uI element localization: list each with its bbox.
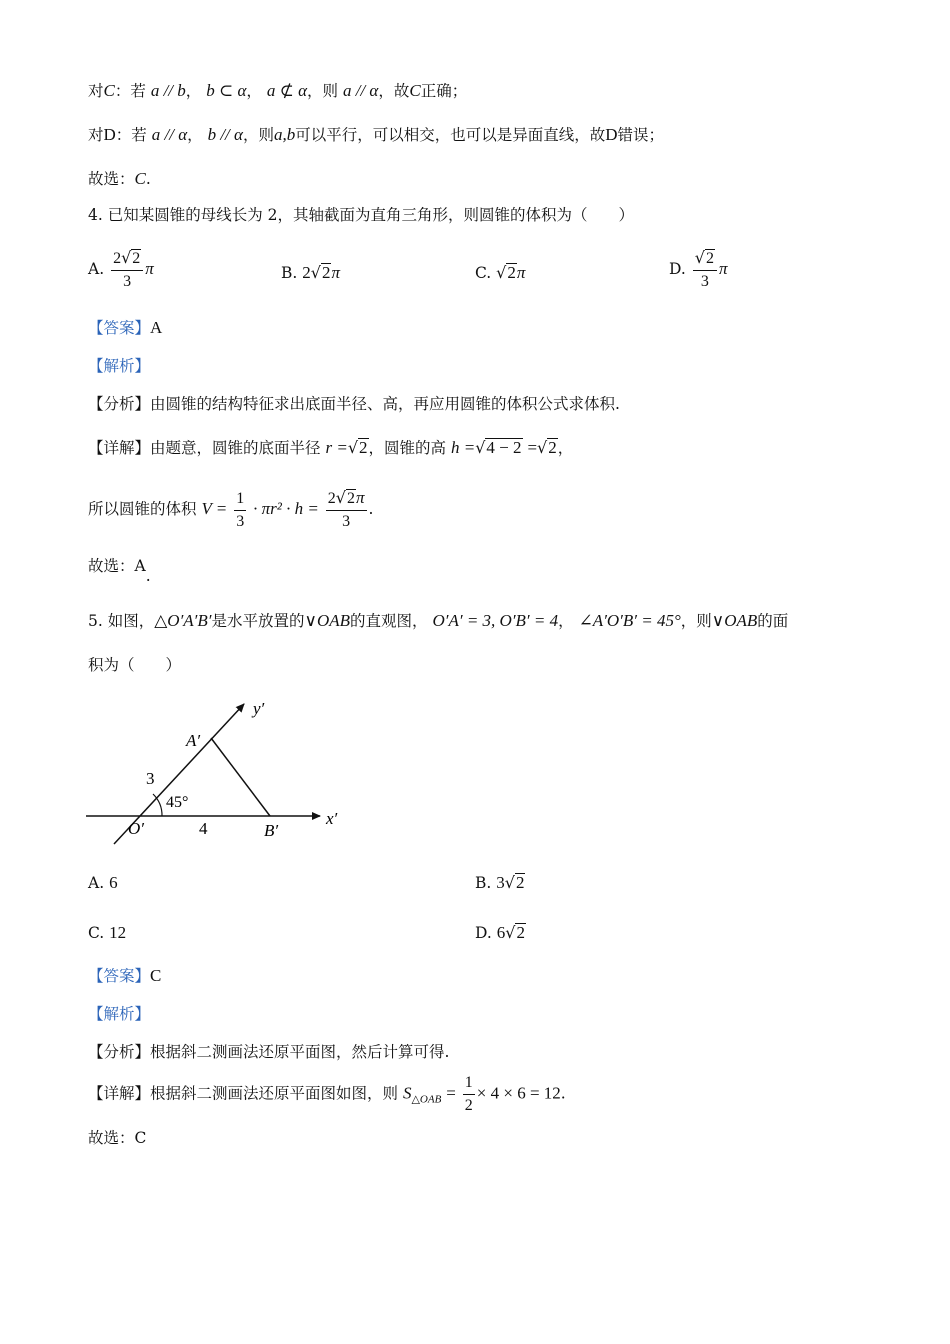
fraction xyxy=(463,1073,475,1116)
side-oa-label: 3 xyxy=(146,769,155,788)
option-value: 6 xyxy=(109,873,118,892)
fraction: $\frac{√2}{3}$ xyxy=(693,248,717,292)
point-b-label: B′ xyxy=(264,821,279,840)
math: × 4 × 6 = 12 xyxy=(476,1083,561,1103)
fraction xyxy=(234,489,246,532)
q4-select xyxy=(88,555,151,585)
angle-label: 45° xyxy=(166,794,189,811)
radicand: 2 xyxy=(359,438,368,457)
math: b ⊂ α xyxy=(206,81,247,100)
pi: π xyxy=(718,259,728,278)
text: 故选： xyxy=(88,170,135,188)
text: ， xyxy=(187,126,203,144)
math: a,b xyxy=(273,125,296,144)
math: ∨OAB xyxy=(304,611,351,630)
q4-answer xyxy=(88,317,162,339)
option-label: D. xyxy=(669,260,686,278)
math: a // α xyxy=(342,81,379,100)
fenxi-tag: 【分析】 xyxy=(88,395,151,413)
text: ， xyxy=(557,439,574,457)
text: 正确； xyxy=(420,82,468,100)
option-label: A. xyxy=(88,260,105,278)
text: ， xyxy=(246,82,262,100)
fraction: $\frac{2√2\pi}{3}$ xyxy=(327,488,365,530)
math: ∠A′O′B′ = 45° xyxy=(578,611,681,630)
text: ：若 xyxy=(115,126,147,144)
text: 根据斜二测画法还原平面图，然后计算可得. xyxy=(150,1043,450,1061)
denominator: 3 xyxy=(123,273,132,290)
text: ，则 xyxy=(680,612,712,630)
q5-detail xyxy=(88,1073,566,1116)
radicand: 2 xyxy=(321,263,331,282)
q4-detail: 【详解】由题意，圆锥的底面半径 r =√2，圆锥的高 h =√4 − 2 =√2， xyxy=(88,438,574,457)
text: 由圆锥的结构特征求出底面半径、高，再应用圆锥的体积公式求体积. xyxy=(150,395,620,413)
q5-option-a xyxy=(88,872,118,894)
fraction: $\frac{2√2}{3}$ xyxy=(111,248,143,292)
side-ob-label: 4 xyxy=(199,819,208,838)
text: 对 xyxy=(88,82,104,100)
denominator: 3 xyxy=(700,273,709,290)
question-4-stem: 4. 已知某圆锥的母线长为 2，其轴截面为直角三角形，则圆锥的体积为（ ） xyxy=(88,206,635,224)
q5-answer xyxy=(88,965,161,987)
label: D xyxy=(605,125,618,144)
denominator: 3 xyxy=(236,512,245,530)
math: S xyxy=(402,1083,412,1103)
select-line xyxy=(88,168,151,190)
text: ，圆锥的高 xyxy=(368,439,447,457)
text: 的面 xyxy=(757,612,789,630)
math: a // α xyxy=(151,125,188,144)
text: ， xyxy=(558,612,574,630)
answer: C xyxy=(150,966,162,985)
text: . xyxy=(560,1084,566,1103)
question-5-stem-line2: 积为（ ） xyxy=(88,656,182,674)
option-c-analysis xyxy=(88,80,467,102)
text: . xyxy=(368,500,374,518)
option-label: C. xyxy=(475,264,492,282)
q5-analysis-tag xyxy=(88,1003,150,1025)
q4-option-d xyxy=(669,248,727,292)
q5-fenxi xyxy=(88,1041,449,1063)
math: r = xyxy=(325,438,348,457)
answer: C xyxy=(134,169,146,188)
x-axis-label: x′ xyxy=(326,809,338,828)
label: C xyxy=(409,81,421,100)
analysis-tag: 【解析】 xyxy=(88,357,151,375)
q4-fenxi xyxy=(88,393,620,415)
detail-tag: 【详解】 xyxy=(88,439,151,457)
coef: 6 xyxy=(496,923,506,942)
text: 的直观图， xyxy=(350,612,428,630)
analysis-tag: 【解析】 xyxy=(88,1005,151,1023)
text: 故选：A xyxy=(88,557,146,575)
math: a // b xyxy=(150,81,186,100)
math: O′A′ = 3, O′B′ = 4 xyxy=(432,611,559,630)
option-d-analysis xyxy=(88,124,664,146)
text: 由题意，圆锥的底面半径 xyxy=(150,439,321,457)
text: 所以圆锥的体积 xyxy=(88,500,197,518)
point-a-label: A′ xyxy=(186,731,201,750)
pi: π xyxy=(145,259,154,278)
label: C xyxy=(103,81,115,100)
q5-option-b: B. 3√2 xyxy=(475,873,525,892)
math: ∨OAB xyxy=(711,611,758,630)
math-subscript: △OAB xyxy=(411,1093,442,1106)
text: 错误； xyxy=(617,126,665,144)
detail-tag: 【详解】 xyxy=(88,1084,151,1103)
answer: A xyxy=(150,318,163,337)
q4-analysis-tag xyxy=(88,355,150,377)
q4-option-b: B. 2√2π xyxy=(281,263,340,282)
radicand: 2 xyxy=(705,250,714,267)
text: . xyxy=(145,567,151,585)
math: V = xyxy=(201,499,228,518)
answer-tag: 【答案】 xyxy=(88,319,151,337)
radicand: 2 xyxy=(346,490,355,507)
math: = xyxy=(527,438,538,457)
numerator: 1 xyxy=(463,1073,475,1095)
text: 5. 如图， xyxy=(88,612,155,630)
denominator: 3 xyxy=(342,513,351,530)
math: a ⊄ α xyxy=(266,81,308,100)
pi: π xyxy=(355,488,365,507)
option-value: 12 xyxy=(109,923,127,942)
text: ，故 xyxy=(378,82,410,100)
math: · πr² · h = xyxy=(253,499,319,518)
pi: π xyxy=(331,263,340,282)
segment-ab xyxy=(211,738,270,816)
text: 可以平行，可以相交，也可以是异面直线，故 xyxy=(295,126,606,144)
option-label: A. xyxy=(88,874,105,892)
text: 对 xyxy=(88,126,104,144)
coef: 2 xyxy=(327,490,336,507)
option-label: D. xyxy=(475,924,492,942)
text: ：若 xyxy=(114,82,146,100)
numerator: 1 xyxy=(234,489,246,511)
fenxi-tag: 【分析】 xyxy=(88,1043,151,1061)
text: ， xyxy=(185,82,202,100)
point-o-label: O′ xyxy=(128,819,144,838)
q5-option-c xyxy=(88,922,126,944)
radicand: 2 xyxy=(507,263,516,282)
coef: 2 xyxy=(113,250,122,267)
option-label: B. xyxy=(475,874,492,892)
radicand: 2 xyxy=(515,873,525,892)
coef: 2 xyxy=(302,263,311,282)
math: = xyxy=(446,1083,456,1103)
answer-tag: 【答案】 xyxy=(88,967,151,985)
label: D xyxy=(103,125,116,144)
radicand: 4 − 2 xyxy=(486,438,522,457)
question-5-stem xyxy=(88,610,788,632)
radicand: 2 xyxy=(516,923,525,942)
text: . xyxy=(145,170,151,188)
denominator: 2 xyxy=(464,1097,473,1114)
math: b // α xyxy=(207,125,243,144)
radicand: 2 xyxy=(132,250,141,267)
text: ，则 xyxy=(242,126,274,144)
option-label: C. xyxy=(88,924,105,942)
radicand: 2 xyxy=(548,438,557,457)
q4-option-c: C. √2π xyxy=(475,263,526,282)
option-label: B. xyxy=(281,264,298,282)
q4-option-a xyxy=(88,248,154,292)
y-axis-label: y′ xyxy=(253,699,265,718)
q5-option-d: D. 6√2 xyxy=(475,923,525,942)
pi: π xyxy=(516,263,526,282)
oblique-figure xyxy=(80,690,380,860)
q4-volume xyxy=(88,488,373,532)
coef: 3 xyxy=(496,873,505,892)
math: h = xyxy=(450,438,476,457)
q5-select: 故选：C xyxy=(88,1129,147,1147)
text: ，则 xyxy=(307,82,339,100)
text: 根据斜二测画法还原平面图如图，则 xyxy=(150,1084,399,1103)
text: 是水平放置的 xyxy=(211,612,305,630)
math: △O′A′B′ xyxy=(154,611,212,630)
